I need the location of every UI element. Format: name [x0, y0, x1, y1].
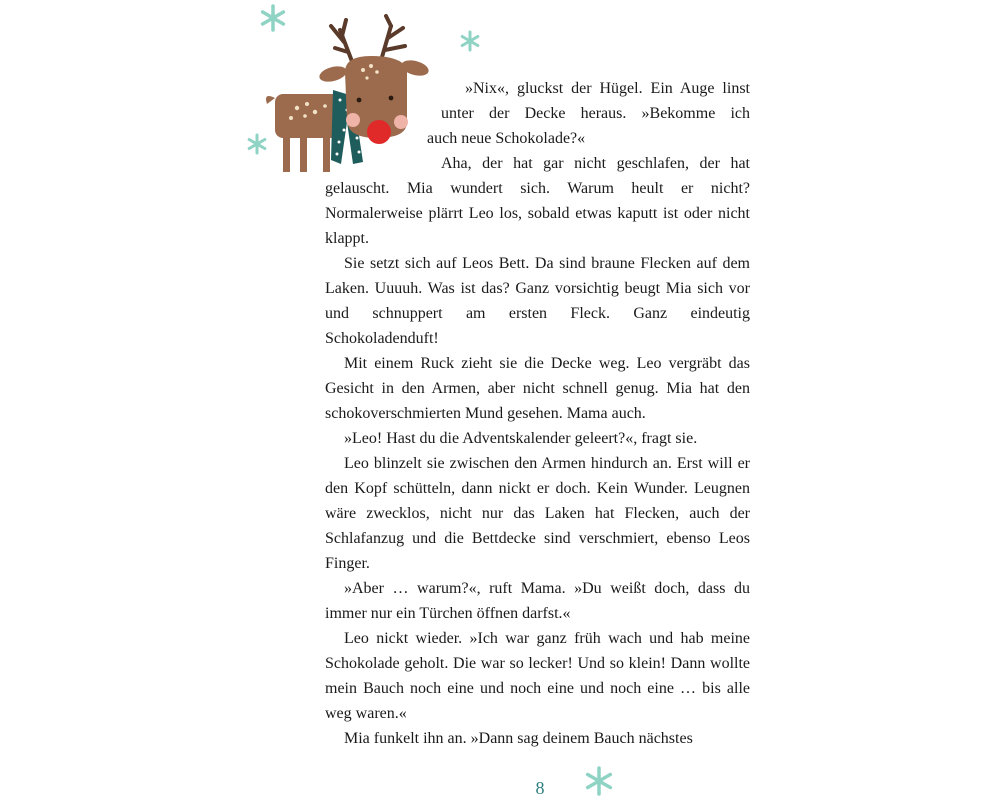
text-line: gelauscht. Mia wundert sich. Warum heult er nicht? Normalerweise plärrt Leo los, sobald etwas kaputt ist oder nicht klappt.	[325, 180, 750, 247]
paragraph-7: »Aber … warum?«, ruft Mama. »Du weißt doch, dass du immer nur ein Türchen öffnen darfst.«	[325, 580, 750, 622]
text-line: unter der Decke heraus. »Bekomme ich	[441, 105, 750, 122]
paragraph-6: Leo blinzelt sie zwischen den Armen hindurch an. Erst will er den Kopf schütteln, dann nickt er doch. Kein Wunder. Leugnen wäre zwecklos, nicht nur das Laken hat Flecken, auch der Schlafanzug und die Bettdecke sind verschmiert, ebenso Leos Finger.	[325, 455, 750, 572]
paragraph-9: Mia funkelt ihn an. »Dann sag deinem Bauch nächstes	[344, 730, 693, 747]
text-line: »Nix«, gluckst der Hügel. Ein Auge linst	[465, 80, 750, 97]
text-line: auch neue Schokolade?«	[427, 130, 586, 147]
paragraph-4: Mit einem Ruck zieht sie die Decke weg. Leo vergräbt das Gesicht in den Armen, aber nicht schnell genug. Mia hat den schokoverschmierten Mund gesehen. Mama auch.	[325, 355, 750, 422]
paragraph-5: »Leo! Hast du die Adventskalender geleert?«, fragt sie.	[344, 430, 698, 447]
snowflake-icon	[583, 765, 615, 797]
paragraph-3: Sie setzt sich auf Leos Bett. Da sind braune Flecken auf dem Laken. Uuuuh. Was ist das? Ganz vorsichtig beugt Mia sich vor und schnuppert am ersten Fleck. Ganz eindeutig Schokoladenduft!	[325, 255, 750, 347]
story-text	[325, 76, 750, 751]
paragraph-1	[325, 76, 750, 151]
paragraph-8: Leo nickt wieder. »Ich war ganz früh wach und hab meine Schokolade geholt. Die war so lecker! Und so klein! Dann wollte mein Bauch noch eine und noch eine und noch eine … bis alle weg waren.«	[325, 630, 750, 722]
paragraph-2	[325, 151, 750, 251]
snowflake-icon	[459, 30, 481, 52]
page-number: 8	[535, 778, 545, 798]
text-line: Aha, der hat gar nicht geschlafen, der hat	[441, 155, 750, 172]
